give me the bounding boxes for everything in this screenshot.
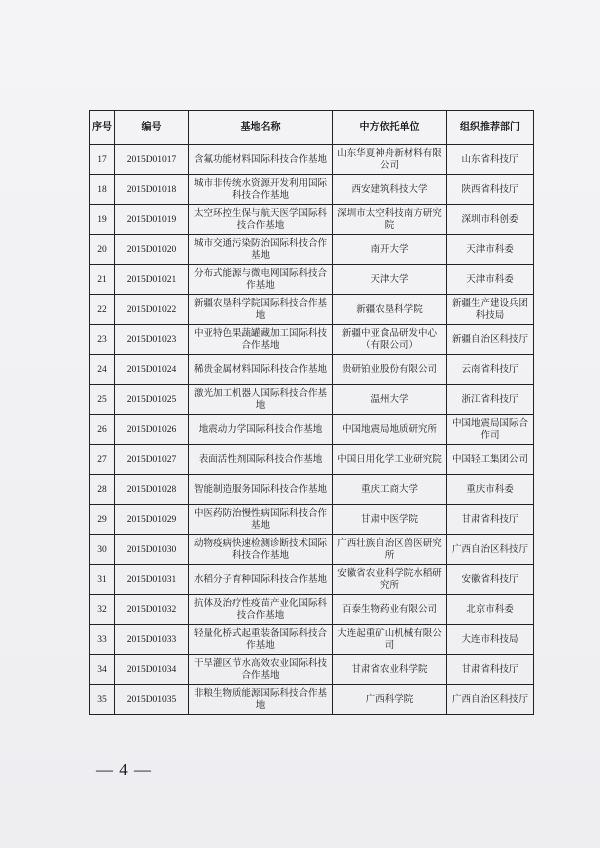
header-host-unit: 中方依托单位	[333, 111, 447, 145]
cell-serial: 27	[90, 445, 115, 475]
cell-recommending-dept: 广西自治区科技厅	[447, 685, 534, 715]
header-base-name: 基地名称	[189, 111, 333, 145]
cell-recommending-dept: 浙江省科技厅	[447, 385, 534, 415]
cell-serial: 30	[90, 535, 115, 565]
cell-host-unit: 重庆工商大学	[333, 475, 447, 505]
cell-recommending-dept: 天津市科委	[447, 235, 534, 265]
cell-base-name: 轻量化桥式起重装备国际科技合作基地	[189, 625, 333, 655]
cell-recommending-dept: 陕西省科技厅	[447, 175, 534, 205]
cell-base-name: 城市非传统水资源开发利用国际科技合作基地	[189, 175, 333, 205]
table-row	[90, 235, 534, 265]
table-row	[90, 595, 534, 625]
cell-host-unit: 天津大学	[333, 265, 447, 295]
table-row	[90, 175, 534, 205]
cell-code: 2015D01025	[115, 385, 189, 415]
cell-code: 2015D01023	[115, 325, 189, 355]
page-number: — 4 —	[96, 760, 152, 779]
cell-host-unit: 山东华夏神舟新材料有限公司	[333, 145, 447, 175]
cell-recommending-dept: 新疆自治区科技厅	[447, 325, 534, 355]
cell-base-name: 中亚特色果蔬罐藏加工国际科技合作基地	[189, 325, 333, 355]
cell-serial: 24	[90, 355, 115, 385]
cell-base-name: 智能制造服务国际科技合作基地	[189, 475, 333, 505]
cell-host-unit: 安徽省农业科学院水稻研究所	[333, 565, 447, 595]
base-list-table	[89, 110, 534, 715]
cell-host-unit: 深圳市太空科技南方研究院	[333, 205, 447, 235]
table-row	[90, 565, 534, 595]
cell-base-name: 表面活性剂国际科技合作基地	[189, 445, 333, 475]
cell-recommending-dept: 重庆市科委	[447, 475, 534, 505]
cell-host-unit: 广西科学院	[333, 685, 447, 715]
cell-serial: 31	[90, 565, 115, 595]
cell-serial: 28	[90, 475, 115, 505]
cell-host-unit: 新疆农垦科学院	[333, 295, 447, 325]
cell-recommending-dept: 新疆生产建设兵团科技局	[447, 295, 534, 325]
cell-host-unit: 温州大学	[333, 385, 447, 415]
cell-recommending-dept: 大连市科技局	[447, 625, 534, 655]
cell-code: 2015D01022	[115, 295, 189, 325]
cell-serial: 17	[90, 145, 115, 175]
cell-code: 2015D01028	[115, 475, 189, 505]
table-row	[90, 145, 534, 175]
header-recommending-dept: 组织推荐部门	[447, 111, 534, 145]
cell-code: 2015D01032	[115, 595, 189, 625]
cell-serial: 32	[90, 595, 115, 625]
cell-serial: 19	[90, 205, 115, 235]
cell-base-name: 稀贵金属材料国际科技合作基地	[189, 355, 333, 385]
cell-serial: 35	[90, 685, 115, 715]
cell-code: 2015D01031	[115, 565, 189, 595]
cell-host-unit: 贵研铂业股份有限公司	[333, 355, 447, 385]
cell-serial: 21	[90, 265, 115, 295]
cell-code: 2015D01030	[115, 535, 189, 565]
cell-host-unit: 西安建筑科技大学	[333, 175, 447, 205]
cell-recommending-dept: 云南省科技厅	[447, 355, 534, 385]
cell-host-unit: 南开大学	[333, 235, 447, 265]
cell-code: 2015D01035	[115, 685, 189, 715]
table-body	[90, 145, 534, 715]
cell-host-unit: 大连起重矿山机械有限公司	[333, 625, 447, 655]
table-row	[90, 535, 534, 565]
table-row	[90, 445, 534, 475]
cell-base-name: 动物疫病快速检测诊断技术国际科技合作基地	[189, 535, 333, 565]
table-row	[90, 625, 534, 655]
cell-code: 2015D01024	[115, 355, 189, 385]
table-row	[90, 295, 534, 325]
cell-base-name: 水稻分子育种国际科技合作基地	[189, 565, 333, 595]
cell-host-unit: 甘肃中医学院	[333, 505, 447, 535]
cell-code: 2015D01034	[115, 655, 189, 685]
cell-serial: 23	[90, 325, 115, 355]
cell-host-unit: 甘肃省农业科学院	[333, 655, 447, 685]
cell-recommending-dept: 广西自治区科技厅	[447, 535, 534, 565]
header-code: 编号	[115, 111, 189, 145]
cell-code: 2015D01026	[115, 415, 189, 445]
cell-code: 2015D01021	[115, 265, 189, 295]
cell-base-name: 太空环控生保与航天医学国际科技合作基地	[189, 205, 333, 235]
cell-recommending-dept: 中国轻工集团公司	[447, 445, 534, 475]
cell-code: 2015D01019	[115, 205, 189, 235]
cell-serial: 26	[90, 415, 115, 445]
table-row	[90, 325, 534, 355]
cell-recommending-dept: 甘肃省科技厅	[447, 505, 534, 535]
table-row	[90, 475, 534, 505]
cell-recommending-dept: 安徽省科技厅	[447, 565, 534, 595]
cell-base-name: 激光加工机器人国际科技合作基地	[189, 385, 333, 415]
cell-serial: 25	[90, 385, 115, 415]
cell-code: 2015D01029	[115, 505, 189, 535]
table-row	[90, 505, 534, 535]
cell-recommending-dept: 中国地震局国际合作司	[447, 415, 534, 445]
cell-base-name: 新疆农垦科学院国际科技合作基地	[189, 295, 333, 325]
table-row	[90, 205, 534, 235]
cell-host-unit: 中国地震局地质研究所	[333, 415, 447, 445]
cell-base-name: 中医药防治慢性病国际科技合作基地	[189, 505, 333, 535]
table-header-row	[90, 111, 534, 145]
cell-serial: 33	[90, 625, 115, 655]
cell-recommending-dept: 山东省科技厅	[447, 145, 534, 175]
cell-recommending-dept: 甘肃省科技厅	[447, 655, 534, 685]
cell-host-unit: 广西壮族自治区兽医研究所	[333, 535, 447, 565]
cell-code: 2015D01033	[115, 625, 189, 655]
cell-recommending-dept: 深圳市科创委	[447, 205, 534, 235]
table-row	[90, 415, 534, 445]
cell-base-name: 抗体及治疗性疫苗产业化国际科技合作基地	[189, 595, 333, 625]
table-row	[90, 355, 534, 385]
cell-base-name: 含氟功能材料国际科技合作基地	[189, 145, 333, 175]
cell-serial: 22	[90, 295, 115, 325]
cell-host-unit: 中国日用化学工业研究院	[333, 445, 447, 475]
cell-base-name: 干旱灌区节水高效农业国际科技合作基地	[189, 655, 333, 685]
cell-base-name: 分布式能源与微电网国际科技合作基地	[189, 265, 333, 295]
cell-recommending-dept: 北京市科委	[447, 595, 534, 625]
cell-serial: 20	[90, 235, 115, 265]
cell-serial: 29	[90, 505, 115, 535]
cell-serial: 18	[90, 175, 115, 205]
table-row	[90, 685, 534, 715]
table-row	[90, 655, 534, 685]
cell-base-name: 城市交通污染防治国际科技合作基地	[189, 235, 333, 265]
cell-code: 2015D01027	[115, 445, 189, 475]
table-row	[90, 265, 534, 295]
cell-code: 2015D01020	[115, 235, 189, 265]
cell-base-name: 地震动力学国际科技合作基地	[189, 415, 333, 445]
cell-host-unit: 百泰生物药业有限公司	[333, 595, 447, 625]
cell-recommending-dept: 天津市科委	[447, 265, 534, 295]
table-row	[90, 385, 534, 415]
header-serial: 序号	[90, 111, 115, 145]
cell-base-name: 非粮生物质能源国际科技合作基地	[189, 685, 333, 715]
cell-host-unit: 新疆中亚食品研发中心（有限公司）	[333, 325, 447, 355]
cell-code: 2015D01017	[115, 145, 189, 175]
cell-serial: 34	[90, 655, 115, 685]
cell-code: 2015D01018	[115, 175, 189, 205]
